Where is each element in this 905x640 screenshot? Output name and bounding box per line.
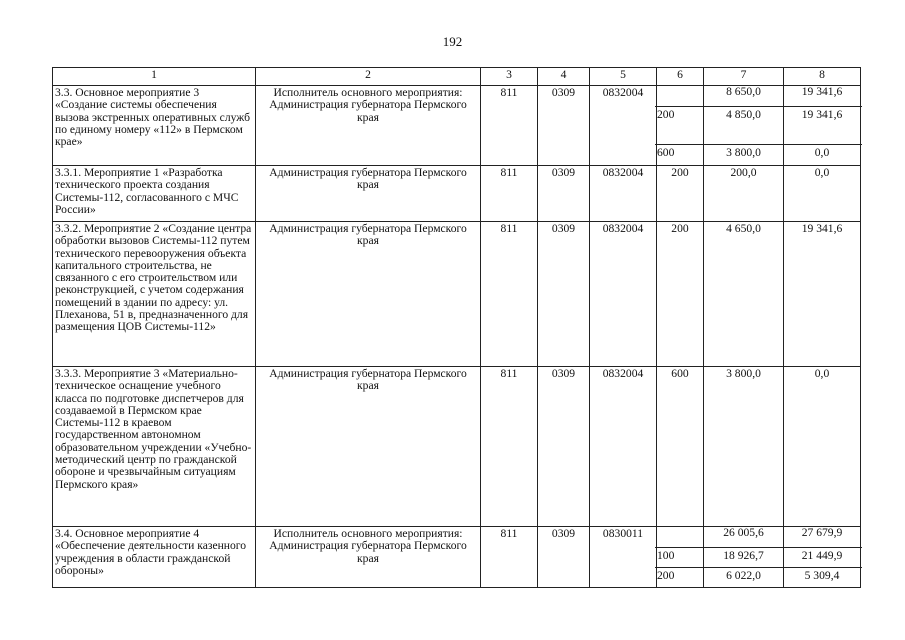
- code-target: 0832004: [590, 367, 657, 527]
- code-expense: 200: [655, 106, 705, 144]
- table-row: [53, 166, 861, 222]
- amount-year1: 3 800,0: [702, 144, 785, 164]
- code-target: 0832004: [590, 222, 657, 367]
- column-header: 2: [256, 68, 481, 86]
- amount-year2: 0,0: [784, 367, 861, 527]
- code-target: 0832004: [590, 86, 657, 166]
- table-row: [53, 367, 861, 527]
- code-section: 0309: [538, 166, 590, 222]
- code-expense: 600: [655, 144, 705, 164]
- amount-year1: 3 800,0: [704, 367, 784, 527]
- amount-year1: 8 650,0: [726, 85, 761, 98]
- code-expense: 600: [657, 367, 704, 527]
- amount-year2: 27 679,9: [801, 526, 843, 539]
- code-ministry: 811: [481, 527, 538, 588]
- budget-table: [52, 67, 861, 588]
- amount-year2: 0,0: [784, 166, 861, 222]
- column-header: 1: [53, 68, 256, 86]
- activity-name: 3.4. Основное мероприятие 4 «Обеспечение деятельности казенного учреждения в области гражданской обороны»: [53, 527, 256, 588]
- executor: Администрация губернатора Пермского края: [256, 222, 481, 367]
- code-expense: 200: [657, 166, 704, 222]
- code-target: 0832004: [590, 166, 657, 222]
- executor: Исполнитель основного мероприятия: Администрация губернатора Пермского края: [256, 86, 481, 166]
- amount-year1: 4 850,0: [702, 106, 785, 144]
- code-section: 0309: [538, 222, 590, 367]
- amount-year2: 19 341,6: [801, 85, 843, 98]
- amount-year1-stack: [704, 86, 784, 166]
- code-expense-stack: [657, 86, 704, 166]
- code-ministry: 811: [481, 166, 538, 222]
- code-target: 0830011: [590, 527, 657, 588]
- code-ministry: 811: [481, 367, 538, 527]
- page-number: 192: [442, 34, 463, 49]
- executor: Администрация губернатора Пермского края: [256, 166, 481, 222]
- amount-year1: 4 650,0: [704, 222, 784, 367]
- column-header: 5: [590, 68, 657, 86]
- executor: Администрация губернатора Пермского края: [256, 367, 481, 527]
- table-row: [53, 527, 861, 588]
- amount-year2: 19 341,6: [784, 222, 861, 367]
- table-row: [53, 222, 861, 367]
- amount-year1-stack: [704, 527, 784, 588]
- amount-year2: 21 449,9: [782, 547, 862, 567]
- code-expense: [655, 86, 705, 106]
- activity-name: 3.3. Основное мероприятие 3 «Создание системы обеспечения вызова экстренных оперативных служб по единому номеру «112» в Пермском крае»: [53, 86, 256, 166]
- code-ministry: 811: [481, 222, 538, 367]
- column-header: 8: [784, 68, 861, 86]
- amount-year1: 26 005,6: [723, 526, 764, 539]
- amount-year2: 19 341,6: [782, 106, 862, 144]
- code-expense: 200: [657, 222, 704, 367]
- table-row: [53, 86, 861, 166]
- amount-year1: 18 926,7: [702, 547, 785, 567]
- code-section: 0309: [538, 86, 590, 166]
- column-header: 6: [657, 68, 704, 86]
- amount-year1: 200,0: [704, 166, 784, 222]
- code-expense: 200: [655, 567, 705, 587]
- column-header: 3: [481, 68, 538, 86]
- code-section: 0309: [538, 367, 590, 527]
- header-row: [53, 68, 861, 86]
- amount-year2-stack: [784, 527, 861, 588]
- code-section: 0309: [538, 527, 590, 588]
- executor: Исполнитель основного мероприятия: Администрация губернатора Пермского края: [256, 527, 481, 588]
- amount-year1: 6 022,0: [702, 567, 785, 587]
- column-header: 7: [704, 68, 784, 86]
- activity-name: 3.3.2. Мероприятие 2 «Создание центра обработки вызовов Системы-112 путем технического перевооружения объекта капитального строительства, не связанного с его строительством или реконструкцией, с учетом содержания помещений в здании по адресу: ул. Плеханова, 51 в, предназначенного для размещения ЦОВ Системы-112»: [53, 222, 256, 367]
- column-header: 4: [538, 68, 590, 86]
- code-expense: [655, 527, 705, 547]
- code-expense: 100: [655, 547, 705, 567]
- amount-year2: 0,0: [782, 144, 862, 164]
- code-ministry: 811: [481, 86, 538, 166]
- activity-name: 3.3.1. Мероприятие 1 «Разработка технического проекта создания Системы-112, согласованного с МЧС России»: [53, 166, 256, 222]
- code-expense-stack: [657, 527, 704, 588]
- amount-year2: 5 309,4: [782, 567, 862, 587]
- activity-name: 3.3.3. Мероприятие 3 «Материально-техническое оснащение учебного класса по подготовке диспетчеров для создаваемой в Пермском крае Системы-112 в краевом государственном автономном образовательном учреждении «Учебно-методический центр по гражданской обороне и чрезвычайным ситуациям Пермского края»: [53, 367, 256, 527]
- amount-year2-stack: [784, 86, 861, 166]
